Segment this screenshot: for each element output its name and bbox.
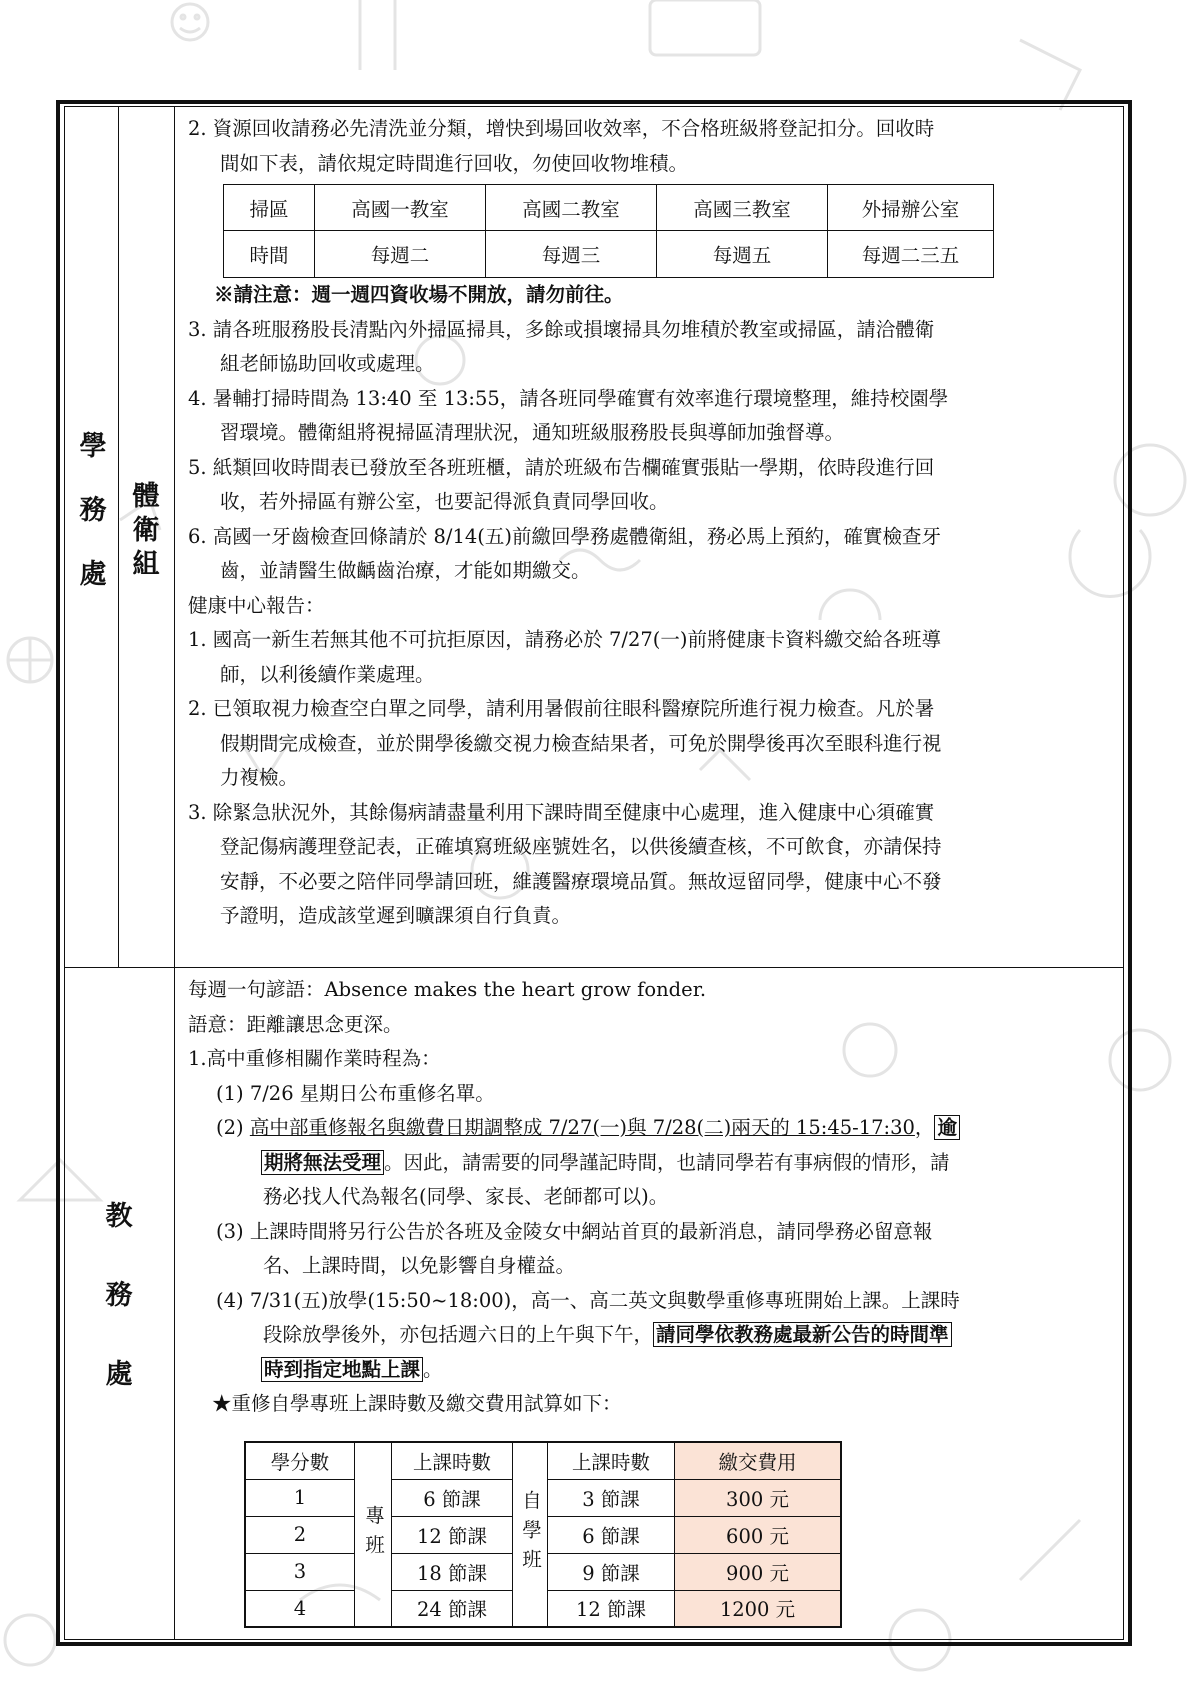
table-cell: 3: [245, 1553, 355, 1590]
boxed-text: 時到指定地點上課: [261, 1357, 423, 1382]
text-line: 2. 已領取視力檢查空白單之同學，請利用暑假前往眼科醫療院所進行視力檢查。凡於暑: [188, 697, 935, 720]
text-line: 力複檢。: [220, 766, 299, 789]
underlined-text: 高中部重修報名與繳費日期調整成 7/27(一)與 7/28(二)兩天的 15:45-17:30: [249, 1116, 915, 1139]
table-header-cell: 上課時數: [548, 1442, 675, 1479]
dept-pe-health: 體 衛 組: [132, 481, 160, 580]
table-cell: 6 節課: [548, 1516, 675, 1553]
text-line: 組老師協助回收或處理。: [220, 352, 435, 375]
text-line: 登記傷病護理登記表，正確填寫班級座號姓名，以供後續查核，不可飲食，亦請保持: [220, 835, 942, 858]
table-header-cell: 高國一教室: [315, 185, 486, 231]
table-cell: 每週二: [315, 231, 486, 278]
text-line: 齒，並請醫生做齲齒治療，才能如期繳交。: [220, 559, 591, 582]
table-cell: 300 元: [675, 1479, 842, 1516]
fee-table-title: ★重修自學專班上課時數及繳交費用試算如下：: [212, 1392, 622, 1415]
table-cell: 4: [245, 1590, 355, 1627]
pe-section-continued: [188, 278, 948, 934]
table-header-cell: 高國三教室: [657, 185, 828, 231]
table-cell: 12 節課: [548, 1590, 675, 1627]
dept-student-affairs: 學 務 處: [79, 431, 107, 590]
table-cell: 9 節課: [548, 1553, 675, 1590]
text-line: 務必找人代為報名(同學、家長、老師都可以)。: [263, 1185, 669, 1208]
fee-table: [244, 1441, 842, 1628]
academic-section: [188, 973, 960, 1422]
table-header-cell: 掃區: [224, 185, 315, 231]
boxed-text: 期將無法受理: [261, 1150, 384, 1175]
table-cell: 12 節課: [392, 1516, 513, 1553]
recycle-schedule-table: [223, 184, 994, 278]
dept-academic-affairs: 教 務 處: [105, 1201, 133, 1390]
table-header-cell: 上課時數: [392, 1442, 513, 1479]
table-cell: 900 元: [675, 1553, 842, 1590]
text-line: 3. 除緊急狀況外，其餘傷病請盡量利用下課時間至健康中心處理，進入健康中心須確實: [188, 800, 935, 824]
health-center-title: 健康中心報告：: [188, 593, 325, 617]
text-line: (4) 7/31(五)放學(15:50~18:00)，高一、高二英文與數學重修專班開始上課。上課時: [216, 1288, 960, 1312]
text-line: 間如下表，請依規定時間進行回收，勿使回收物堆積。: [220, 151, 689, 175]
text-line: [188, 1353, 960, 1388]
text-line: 予證明，造成該堂遲到曠課須自行負責。: [220, 904, 572, 927]
text-line: (1) 7/26 星期日公布重修名單。: [216, 1081, 495, 1105]
recycle-notice: ※請注意：週一週四資收場不開放，請勿前往。: [214, 283, 624, 306]
table-header-cell: 繳交費用: [675, 1442, 842, 1479]
text-line: 4. 暑輔打掃時間為 13:40 至 13:55，請各班同學確實有效率進行環境整理，維持校園學: [188, 386, 949, 410]
text-line: [188, 1111, 960, 1146]
text-line: 師，以利後續作業處理。: [220, 662, 435, 686]
table-cell: 每週五: [657, 231, 828, 278]
pe-section: [188, 112, 934, 181]
table-cell: 1: [245, 1479, 355, 1516]
proverb-meaning: 語意：距離讓思念更深。: [188, 1012, 403, 1036]
text-line: 安靜，不必要之陪伴同學請回班，維護醫療環境品質。無故逗留同學，健康中心不發: [220, 869, 942, 893]
table-cell: 6 節課: [392, 1479, 513, 1516]
table-cell: 每週二三五: [828, 231, 994, 278]
text-line: 5. 紙類回收時間表已發放至各班班櫃，請於班級布告欄確實張貼一學期，依時段進行回: [188, 455, 935, 479]
table-cell: 18 節課: [392, 1553, 513, 1590]
column-divider: [174, 106, 175, 1640]
text-line: 1.高中重修相關作業時程為：: [188, 1047, 441, 1070]
boxed-text: 逾: [934, 1115, 960, 1140]
text-segment: 段除放學後外，亦包括週六日的上午與下午，: [263, 1323, 654, 1346]
text-line: 假期間完成檢查，並於開學後繳交視力檢查結果者，可免於開學後再次至眼科進行視: [220, 731, 942, 755]
table-header-cell: 自學班: [513, 1442, 548, 1627]
table-header-cell: 專班: [355, 1442, 392, 1627]
text-line: 6. 高國一牙齒檢查回條請於 8/14(五)前繳回學務處體衛組，務必馬上預約，確實檢查牙: [188, 524, 942, 548]
text-line: 3. 請各班服務股長清點內外掃區掃具，多餘或損壞掃具勿堆積於教室或掃區，請洽體衛: [188, 317, 935, 341]
text-line: 1. 國高一新生若無其他不可抗拒原因，請務必於 7/27(一)前將健康卡資料繳交給各班導: [188, 628, 942, 651]
table-cell: 24 節課: [392, 1590, 513, 1627]
text-segment: (2): [216, 1116, 250, 1139]
table-header-cell: 高國二教室: [486, 185, 657, 231]
boxed-text: 請同學依教務處最新公告的時間準: [653, 1322, 952, 1347]
text-line: 名、上課時間，以免影響自身權益。: [263, 1254, 576, 1277]
table-cell: 1200 元: [675, 1590, 842, 1627]
text-line: 習環境。體衛組將視掃區清理狀況，通知班級服務股長與導師加強督導。: [220, 421, 845, 444]
text-line: 收，若外掃區有辦公室，也要記得派負責同學回收。: [220, 490, 669, 513]
text-segment: ，: [914, 1116, 935, 1139]
table-cell: 2: [245, 1516, 355, 1553]
text-line: 2. 資源回收請務必先清洗並分類，增快到場回收效率，不合格班級將登記扣分。回收時: [188, 117, 935, 140]
column-divider: [118, 106, 119, 968]
table-cell: 3 節課: [548, 1479, 675, 1516]
table-header-cell: 外掃辦公室: [828, 185, 994, 231]
text-segment: 。: [423, 1357, 443, 1381]
weekly-proverb: 每週一句諺語：Absence makes the heart grow fonder.: [188, 978, 707, 1001]
section-divider: [64, 967, 1124, 968]
text-segment: 。因此，請需要的同學謹記時間，也請同學若有事病假的情形，請: [384, 1150, 950, 1174]
text-line: [188, 1146, 960, 1181]
text-line: [188, 1318, 960, 1353]
text-line: (3) 上課時間將另行公告於各班及金陵女中網站首頁的最新消息，請同學務必留意報: [216, 1219, 933, 1243]
table-cell: 每週三: [486, 231, 657, 278]
table-header-cell: 學分數: [245, 1442, 355, 1479]
table-cell: 時間: [224, 231, 315, 278]
table-cell: 600 元: [675, 1516, 842, 1553]
